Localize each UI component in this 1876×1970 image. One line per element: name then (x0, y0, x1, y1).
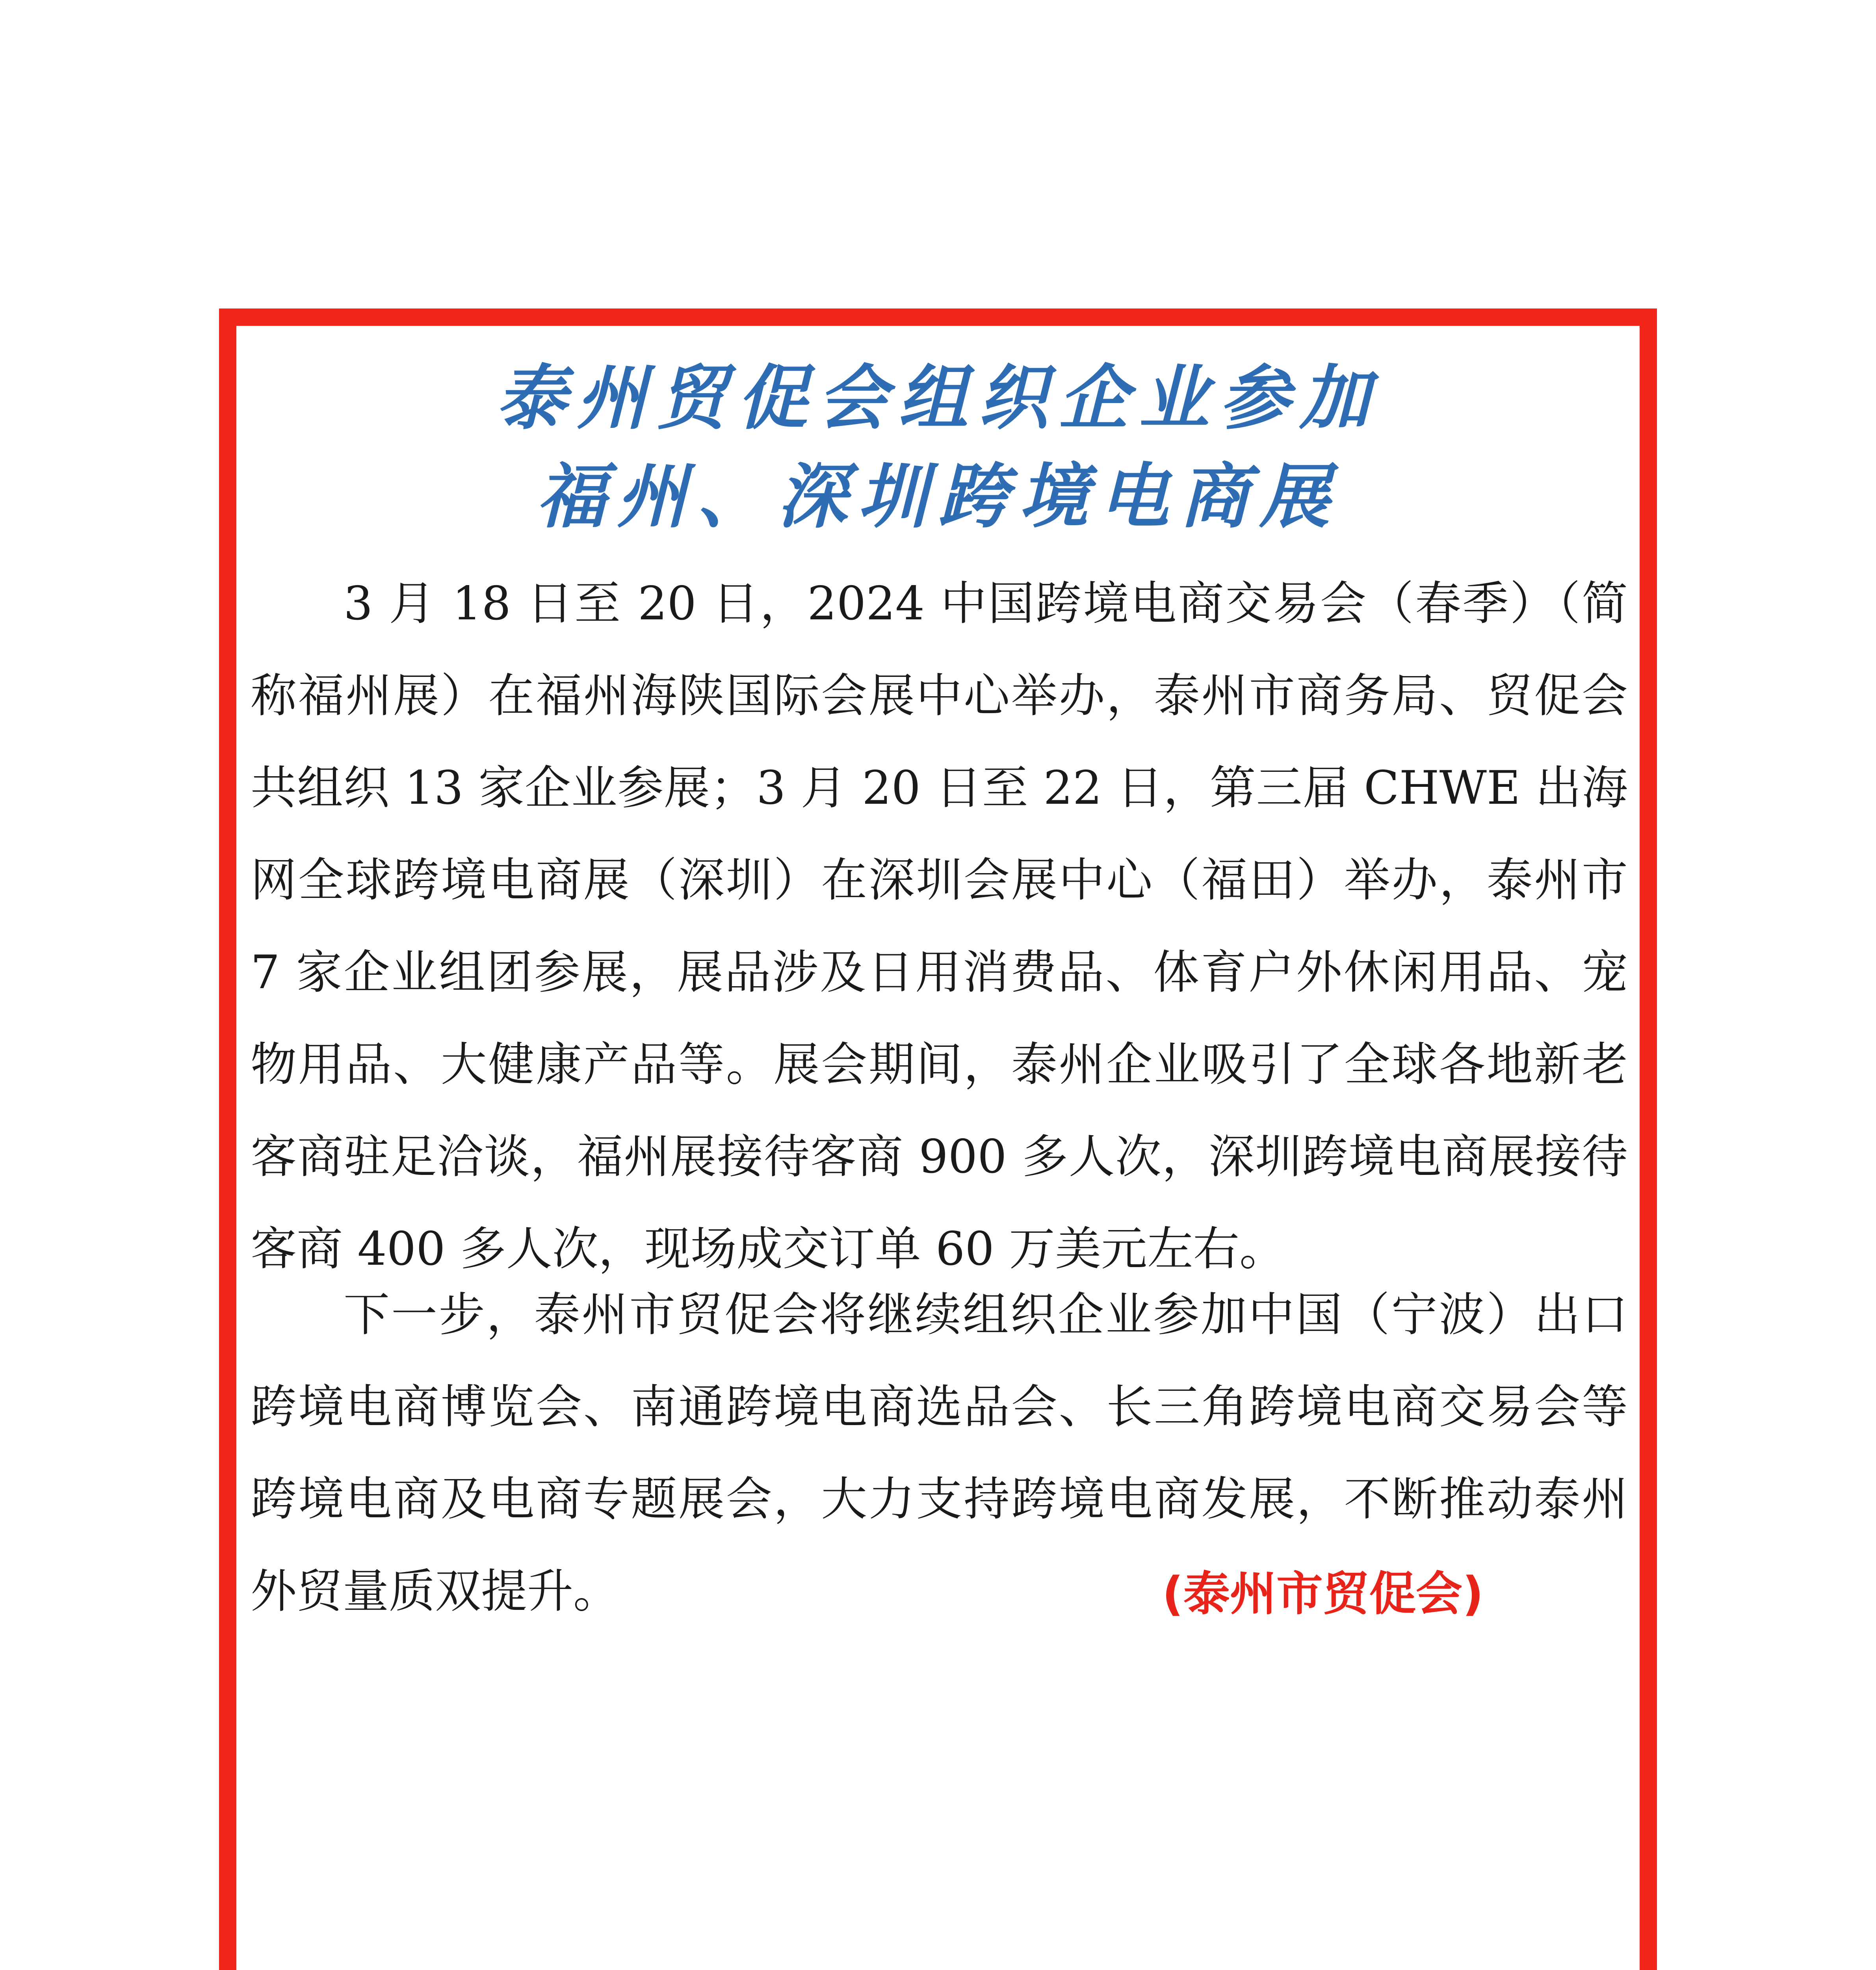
article-title-line-2: 福州、深圳跨境电商展 (536, 455, 1340, 537)
body-paragraph-1: 3 月 18 日至 20 日，2024 中国跨境电商交易会（春季）（简称福州展）在福州海陕国际会展中心举办，泰州市商务局、贸促会共组织 13 家企业参展；3 月 20 日至 22 日，第三届 CHWE 出海网全球跨境电商展（深圳）在深圳会展中心（福田）举办，泰州市 7 家企业组团参展，展品涉及日用消费品、体育户外休闲用品、宠物用品、大健康产品等。展会期间，泰州企业吸引了全球各地新老客商驻足洽谈，福州展接待客商 900 多人次，深圳跨境电商展接待客商 400 多人次，现场成交订单 60 万美元左右。 (251, 576, 1628, 1276)
source-attribution: (泰州市贸促会) (1162, 1567, 1484, 1621)
body-paragraph-2: 下一步，泰州市贸促会将继续组织企业参加中国（宁波）出口跨境电商博览会、南通跨境电商选品会、长三角跨境电商交易会等跨境电商及电商专题展会，大力支持跨境电商发展，不断推动泰州外贸量质双提升。 (251, 1288, 1628, 1618)
article-title-line-1: 泰州贸促会组织企业参加 (496, 357, 1380, 439)
